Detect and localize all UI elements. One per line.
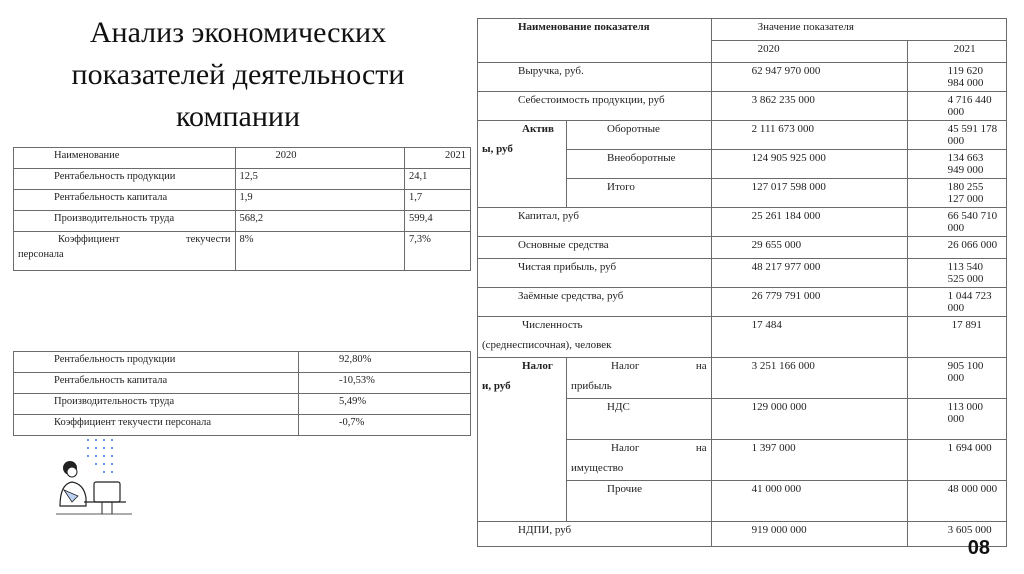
indicators-table (13, 147, 471, 271)
table-cell: 17 484 (711, 317, 907, 358)
table-cell (478, 121, 567, 208)
table-row (478, 237, 1007, 259)
table-cell: 8% (235, 232, 404, 271)
table-row (478, 358, 1007, 399)
table-cell (478, 317, 712, 358)
tax-property-line2: имущество (571, 462, 624, 474)
table-row (14, 373, 471, 394)
table-cell: Производительность труда (14, 394, 299, 415)
table-cell: 48 217 977 000 (711, 259, 907, 288)
table-cell: 62 947 970 000 (711, 63, 907, 92)
table-row (478, 121, 1007, 150)
table-cell: 127 017 598 000 (711, 179, 907, 208)
turnover-label-line1: Коэффициент текучести (58, 234, 231, 245)
assets-label-line1: Актив (522, 123, 554, 135)
table-cell (567, 440, 712, 481)
table-cell: 2 111 673 000 (711, 121, 907, 150)
tax-profit-line1 (571, 360, 707, 372)
table-cell: 129 000 000 (711, 399, 907, 440)
table-row (14, 352, 471, 373)
table-cell: Выручка, руб. (478, 63, 712, 92)
table-cell: 134 663 949 000 (907, 150, 1006, 179)
table-cell: 7,3% (405, 232, 471, 271)
table-cell: Рентабельность продукции (14, 352, 299, 373)
table-header-cell: 2020 (235, 148, 404, 169)
table-cell: Заёмные средства, руб (478, 288, 712, 317)
table-cell: 17 891 (907, 317, 1006, 358)
table-cell: 3 605 000 (907, 522, 1006, 547)
table-cell: Оборотные (567, 121, 712, 150)
table-cell: Коэффициент текучести персонала (14, 415, 299, 436)
table-cell: Чистая прибыль, руб (478, 259, 712, 288)
tax-profit-na: на (695, 360, 707, 372)
staff-label-line1: Численность (522, 319, 583, 331)
table-cell: 124 905 925 000 (711, 150, 907, 179)
tax-label-line1: Налог (522, 360, 553, 372)
table-cell: Прочие (567, 481, 712, 522)
table-cell: 66 540 710 000 (907, 208, 1006, 237)
table-cell: 1 044 723 000 (907, 288, 1006, 317)
dots-pattern-icon (87, 439, 113, 473)
table-cell: 29 655 000 (711, 237, 907, 259)
page-number: 08 (967, 537, 990, 559)
table-cell: 113 000 000 (907, 399, 1006, 440)
table-cell: Внеоборотные (567, 150, 712, 179)
table-cell: Основные средства (478, 237, 712, 259)
table-cell: 24,1 (405, 169, 471, 190)
table-row (478, 317, 1007, 358)
table-row (478, 208, 1007, 237)
page-title: Анализ экономических показателей деятельности компании (71, 16, 405, 133)
tax-profit-line2: прибыль (571, 380, 612, 392)
table-cell: Рентабельность капитала (14, 190, 236, 211)
table-cell: 599,4 (405, 211, 471, 232)
turnover-label-line2: персонала (18, 249, 64, 260)
table-cell: 119 620 984 000 (907, 63, 1006, 92)
assets-label-line2: ы, руб (482, 143, 513, 155)
table-cell: 1,9 (235, 190, 404, 211)
table-header-cell: 2021 (405, 148, 471, 169)
table-cell: 41 000 000 (711, 481, 907, 522)
staff-label-line2: (среднесписочная), человек (482, 339, 612, 351)
table-cell: 12,5 (235, 169, 404, 190)
table-header-cell: Наименование (14, 148, 236, 169)
financial-table (477, 18, 1007, 547)
table-cell: 3 862 235 000 (711, 92, 907, 121)
table-header-row (478, 19, 1007, 41)
table-cell: Себестоимость продукции, руб (478, 92, 712, 121)
table-row (478, 259, 1007, 288)
table-cell: Итого (567, 179, 712, 208)
table-row (14, 394, 471, 415)
table-cell: НДС (567, 399, 712, 440)
table-cell: 180 255 127 000 (907, 179, 1006, 208)
table-row (14, 169, 471, 190)
table-cell: 25 261 184 000 (711, 208, 907, 237)
table-cell: 905 100 000 (907, 358, 1006, 399)
table-cell: Капитал, руб (478, 208, 712, 237)
table-cell: 568,2 (235, 211, 404, 232)
table-row (14, 232, 471, 271)
table-cell: 1,7 (405, 190, 471, 211)
table-row (478, 288, 1007, 317)
table-cell: 113 540 525 000 (907, 259, 1006, 288)
table-cell: Рентабельность продукции (14, 169, 236, 190)
tax-property-na: на (695, 442, 707, 454)
table-cell: -10,53% (299, 373, 471, 394)
tax-profit-word: Налог (611, 360, 640, 372)
table-row (14, 415, 471, 436)
change-table (13, 351, 471, 436)
table-cell: 919 000 000 (711, 522, 907, 547)
table-row (478, 522, 1007, 547)
table-header-row (14, 148, 471, 169)
table-row (478, 92, 1007, 121)
table-cell: 48 000 000 (907, 481, 1006, 522)
table-cell: 4 716 440 000 (907, 92, 1006, 121)
table-header-cell: 2020 (711, 41, 907, 63)
table-header-cell: Наименование показателя (478, 19, 712, 63)
table-cell: Производительность труда (14, 211, 236, 232)
table-header-cell: 2021 (907, 41, 1006, 63)
table-cell: 45 591 178 000 (907, 121, 1006, 150)
table-cell: 1 397 000 (711, 440, 907, 481)
table-row (14, 211, 471, 232)
table-cell: 26 066 000 (907, 237, 1006, 259)
table-cell: НДПИ, руб (478, 522, 712, 547)
tax-property-word: Налог (611, 442, 640, 454)
person-at-computer-illustration (54, 436, 134, 518)
table-cell: 1 694 000 (907, 440, 1006, 481)
table-cell: 3 251 166 000 (711, 358, 907, 399)
table-cell: Рентабельность капитала (14, 373, 299, 394)
tax-label-line2: и, руб (482, 380, 511, 392)
tax-property-line1 (571, 442, 707, 454)
table-row (478, 63, 1007, 92)
table-cell: 92,80% (299, 352, 471, 373)
table-row (14, 190, 471, 211)
table-cell: 26 779 791 000 (711, 288, 907, 317)
table-cell (567, 358, 712, 399)
table-header-cell: Значение показателя (711, 19, 1006, 41)
table-cell: 5,49% (299, 394, 471, 415)
table-cell (478, 358, 567, 522)
table-cell: -0,7% (299, 415, 471, 436)
table-cell (14, 232, 236, 271)
